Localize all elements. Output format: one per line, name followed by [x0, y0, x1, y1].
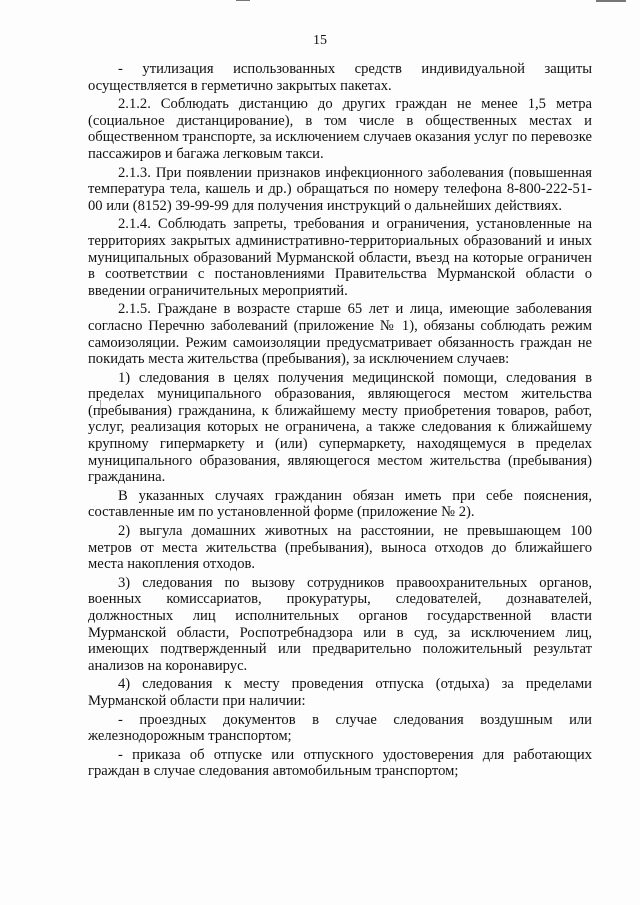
paragraph: 3) следования по вызову сотрудников правоохранительных органов, военных комиссариатов, прокуратуры, следователей, дознавателей, должностных лиц исполнительных органов государственной власти Мурманской области, Роспотребнадзора или в суд, за исключением лиц, имеющих подтвержденный или предварительно положительный результат анализов на коронавирус. [88, 574, 592, 674]
scan-artifact [236, 0, 250, 1]
paragraph: - приказа об отпуске или отпускного удостоверения для работающих граждан в случае следования автомобильным транспортом; [88, 746, 592, 780]
paragraph: 1) следования в целях получения медицинской помощи, следования в пределах муниципального образования, являющегося местом жительства (пребывания) гражданина, к ближайшему месту приобретения товаров, работ, услуг, реализация которых не ограничена, а также следования к ближайшему крупному гипермаркету и (или) супермаркету, находящемуся в пределах муниципального образования, являющегося местом жительства (пребывания) гражданина. [88, 369, 592, 486]
scan-artifact [596, 0, 626, 2]
paragraph: - проездных документов в случае следования воздушным или железнодорожным транспортом; [88, 711, 592, 745]
paragraph: 2.1.4. Соблюдать запреты, требования и ограничения, установленные на территориях закрытых административно-территориальных образований и иных муниципальных образований Мурманской области, въезд на которые ограничен в соответствии с постановлениями Правительства Мурманской области о введении ограничительных мероприятий. [88, 216, 592, 299]
paragraph: 2) выгула домашних животных на расстоянии, не превышающем 100 метров от места жительства (пребывания), выноса отходов до ближайшего места накопления отходов. [88, 523, 592, 573]
paragraph: 4) следования к месту проведения отпуска (отдыха) за пределами Мурманской области при наличии: [88, 676, 592, 709]
paragraph: 2.1.5. Граждане в возрасте старше 65 лет и лица, имеющие заболевания согласно Перечню заболеваний (приложение № 1), обязаны соблюдать режим самоизоляции. Режим самоизоляции предусматривает обязанность граждан не покидать места жительства (пребывания), за исключением случаев: [88, 301, 592, 368]
document-body [88, 61, 592, 780]
paragraph: 2.1.3. При появлении признаков инфекционного заболевания (повышенная температура тела, кашель и др.) обращаться по номеру телефона 8-800-222-51-00 или (8152) 39-99-99 для получения инструкций о дальнейших действиях. [88, 164, 592, 214]
paragraph: - утилизация использованных средств индивидуальной защиты осуществляется в герметично закрытых пакетах. [88, 61, 592, 94]
paragraph: В указанных случаях гражданин обязан иметь при себе пояснения, составленные им по установленной форме (приложение № 2). [88, 487, 592, 521]
page-number: 15 [313, 33, 327, 48]
paragraph: 2.1.2. Соблюдать дистанцию до других граждан не менее 1,5 метра (социальное дистанцирование), в том числе в общественных местах и общественном транспорте, за исключением случаев оказания услуг по перевозке пассажиров и багажа легковым такси. [88, 96, 592, 162]
